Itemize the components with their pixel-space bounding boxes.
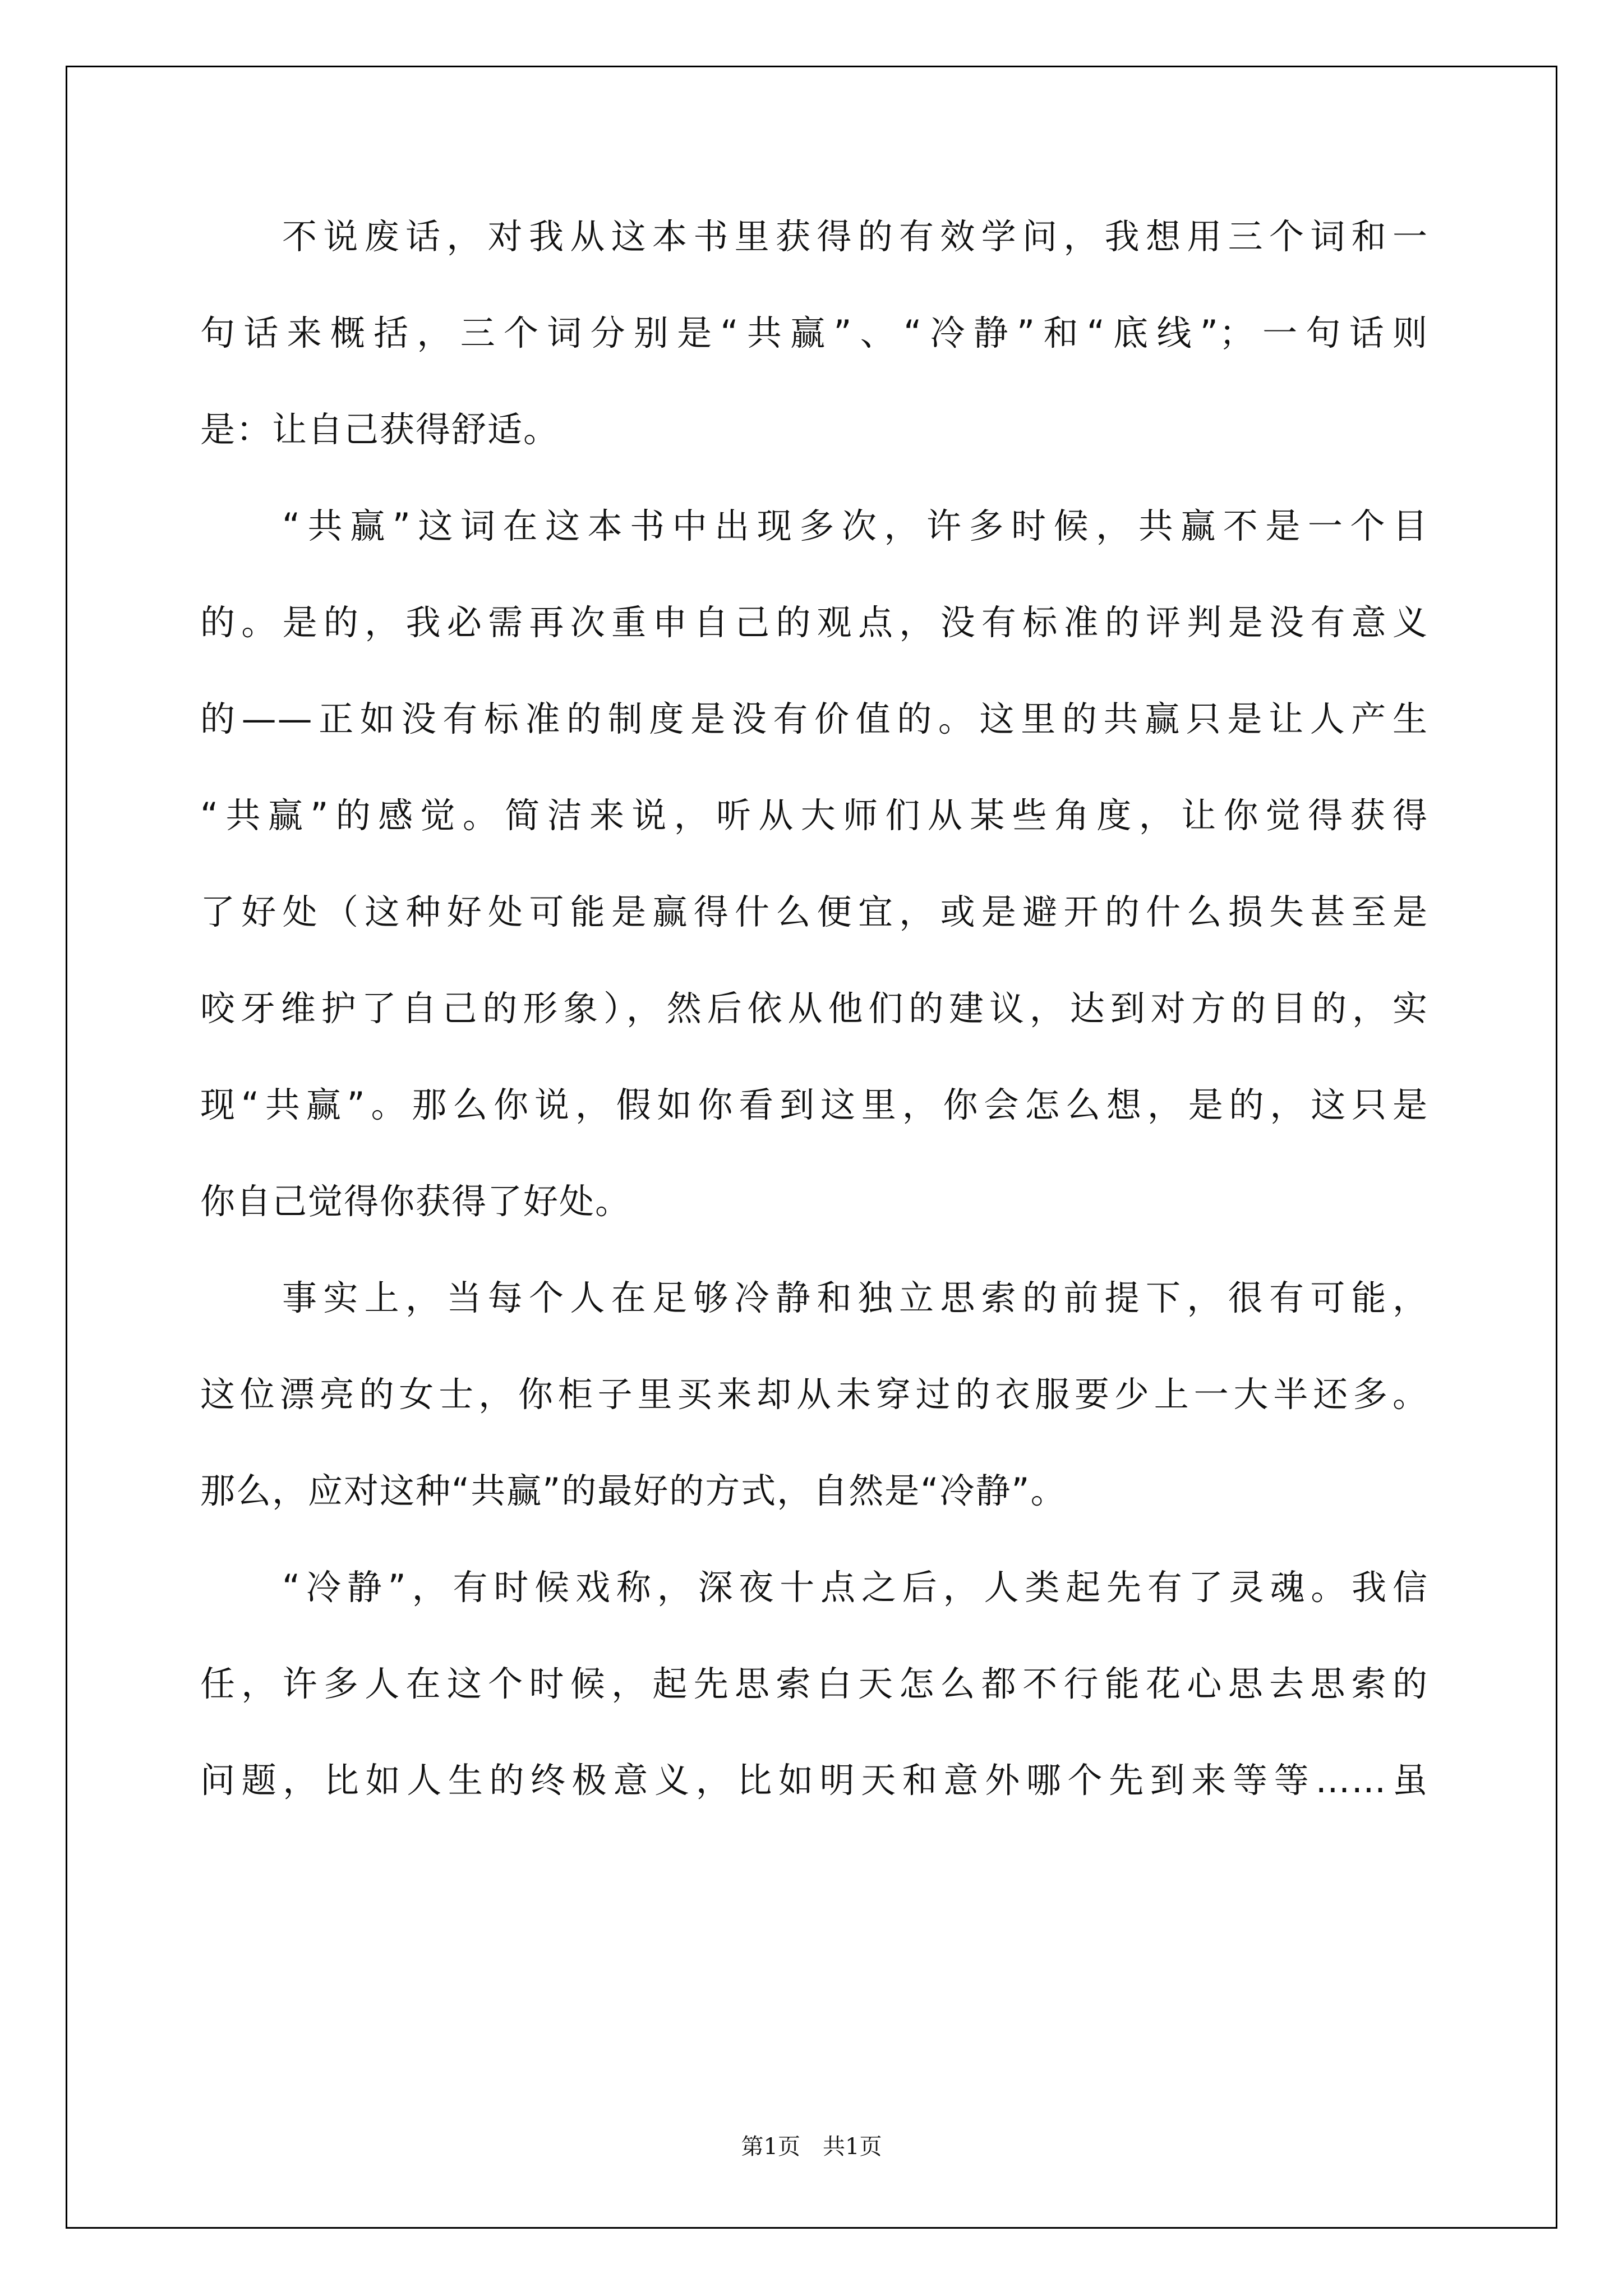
text-line: 是：让自己获得舒适。 xyxy=(200,409,560,450)
page-number-footer: 第1页 共1页 xyxy=(741,2134,882,2160)
text-line: 不说废话，对我从这本书里获得的有效学问，我想用三个词和一 xyxy=(282,216,1428,257)
text-line: 了好处（这种好处可能是赢得什么便宜，或是避开的什么损失甚至是 xyxy=(200,891,1428,932)
text-line: 那么，应对这种“共赢”的最好的方式，自然是“冷静”。 xyxy=(200,1470,1067,1511)
document-body xyxy=(200,209,1428,1849)
text-line: 的——正如没有标准的制度是没有价值的。这里的共赢只是让人产生 xyxy=(200,698,1428,739)
text-line: 事实上，当每个人在足够冷静和独立思索的前提下，很有可能， xyxy=(282,1277,1428,1318)
paragraph-3 xyxy=(200,1270,1428,1559)
paragraph-1 xyxy=(200,209,1428,498)
text-line: 咬牙维护了自己的形象），然后依从他们的建议，达到对方的目的，实 xyxy=(200,988,1428,1029)
paragraph-2 xyxy=(200,498,1428,1270)
text-line: “共赢”的感觉。简洁来说，听从大师们从某些角度，让你觉得获得 xyxy=(200,795,1428,836)
text-line: 句话来概括，三个词分别是“共赢”、“冷静”和“底线”；一句话则 xyxy=(200,312,1428,353)
text-line: 你自己觉得你获得了好处。 xyxy=(200,1181,631,1222)
text-line: 这位漂亮的女士，你柜子里买来却从未穿过的衣服要少上一大半还多。 xyxy=(200,1374,1428,1415)
paragraph-4 xyxy=(200,1559,1428,1849)
text-line: “共赢”这词在这本书中出现多次，许多时候，共赢不是一个目 xyxy=(282,505,1428,546)
text-line: 问题，比如人生的终极意义，比如明天和意外哪个先到来等等……虽 xyxy=(200,1760,1428,1801)
text-line: “冷静”，有时候戏称，深夜十点之后，人类起先有了灵魂。我信 xyxy=(282,1567,1428,1608)
text-line: 现“共赢”。那么你说，假如你看到这里，你会怎么想，是的，这只是 xyxy=(200,1084,1428,1125)
text-line: 任，许多人在这个时候，起先思索白天怎么都不行能花心思去思索的 xyxy=(200,1663,1428,1704)
text-line: 的。是的，我必需再次重申自己的观点，没有标准的评判是没有意义 xyxy=(200,602,1428,643)
